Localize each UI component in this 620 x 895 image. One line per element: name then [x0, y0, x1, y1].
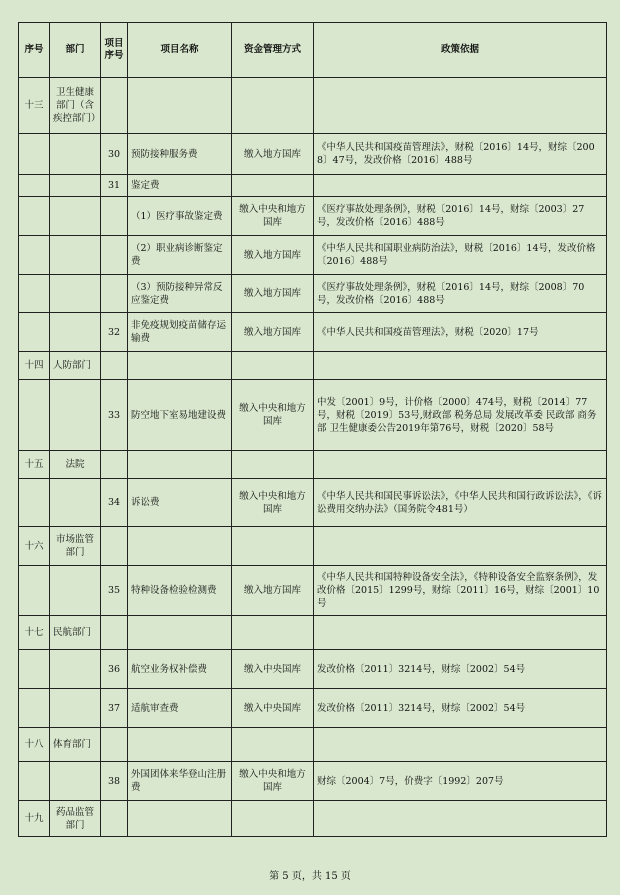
item-mgmt: 缴入地方国库: [232, 313, 314, 352]
item-policy: 《中华人民共和国职业病防治法》，财税〔2016〕14号，发改价格〔2016〕488号: [314, 236, 607, 275]
item-no: 33: [101, 380, 128, 451]
fee-policy-table: [18, 22, 607, 837]
table-row: [19, 527, 607, 566]
table-row: [19, 728, 607, 762]
table-row: [19, 134, 607, 175]
item-name: 预防接种服务费: [128, 134, 232, 175]
table-header-row: [19, 23, 607, 78]
header-fund-mgmt: 资金管理方式: [232, 23, 314, 78]
section-seq: 十三: [19, 78, 50, 134]
table-row: [19, 352, 607, 380]
item-no: 37: [101, 689, 128, 728]
item-mgmt: [232, 175, 314, 197]
item-name: 非免疫规划疫苗储存运输费: [128, 313, 232, 352]
table-row: [19, 616, 607, 650]
section-seq: 十五: [19, 451, 50, 479]
item-policy: 《中华人民共和国特种设备安全法》，《特种设备安全监察条例》，发改价格〔2015〕1299号，财综〔2011〕16号，财综〔2001〕10号: [314, 566, 607, 616]
header-item-seq: 项目序号: [101, 23, 128, 78]
section-dept: 药品监管部门: [50, 801, 101, 837]
section-dept: 卫生健康部门（含疾控部门）: [50, 78, 101, 134]
section-dept: 人防部门: [50, 352, 101, 380]
item-no: [101, 197, 128, 236]
page-footer: 第 5 页，共 15 页: [269, 871, 351, 882]
table-row: [19, 650, 607, 689]
item-name: （1）医疗事故鉴定费: [128, 197, 232, 236]
header-policy: 政策依据: [314, 23, 607, 78]
item-no: [101, 236, 128, 275]
section-dept: 市场监管部门: [50, 527, 101, 566]
section-seq: 十四: [19, 352, 50, 380]
header-item-name: 项目名称: [128, 23, 232, 78]
table-row: [19, 762, 607, 801]
section-seq: 十七: [19, 616, 50, 650]
table-row: [19, 689, 607, 728]
item-policy: 《医疗事故处理条例》，财税〔2016〕14号，财综〔2008〕70号，发改价格〔2016〕488号: [314, 275, 607, 313]
item-policy: 《中华人民共和国疫苗管理法》，财税〔2020〕17号: [314, 313, 607, 352]
section-seq: 十八: [19, 728, 50, 762]
section-dept: 法院: [50, 451, 101, 479]
item-policy: 中发〔2001〕9号，计价格〔2000〕474号，财税〔2014〕77号，财税〔2019〕53号,财政部 税务总局 发展改革委 民政部 商务部 卫生健康委公告2019年第76号，财税〔2020〕58号: [314, 380, 607, 451]
item-no: 36: [101, 650, 128, 689]
item-name: 特种设备检验检测费: [128, 566, 232, 616]
item-no: 34: [101, 479, 128, 527]
item-name: （3）预防接种异常反应鉴定费: [128, 275, 232, 313]
item-policy: 发改价格〔2011〕3214号，财综〔2002〕54号: [314, 650, 607, 689]
header-dept: 部门: [50, 23, 101, 78]
item-policy: 《医疗事故处理条例》，财税〔2016〕14号，财综〔2003〕27号，发改价格〔2016〕488号: [314, 197, 607, 236]
item-policy: [314, 175, 607, 197]
item-policy: 财综〔2004〕7号，价费字〔1992〕207号: [314, 762, 607, 801]
item-name: 适航审查费: [128, 689, 232, 728]
item-mgmt: 缴入地方国库: [232, 275, 314, 313]
section-seq: 十九: [19, 801, 50, 837]
item-policy: 《中华人民共和国民事诉讼法》，《中华人民共和国行政诉讼法》，《诉讼费用交纳办法》（国务院令481号）: [314, 479, 607, 527]
item-no: 38: [101, 762, 128, 801]
table-row: [19, 197, 607, 236]
item-name: 鉴定费: [128, 175, 232, 197]
item-no: [101, 275, 128, 313]
table-row: [19, 236, 607, 275]
header-seq: 序号: [19, 23, 50, 78]
item-no: 30: [101, 134, 128, 175]
item-name: 防空地下室易地建设费: [128, 380, 232, 451]
item-mgmt: 缴入中央和地方国库: [232, 762, 314, 801]
item-name: 外国团体来华登山注册费: [128, 762, 232, 801]
item-mgmt: 缴入中央国库: [232, 650, 314, 689]
item-name: 诉讼费: [128, 479, 232, 527]
item-mgmt: 缴入地方国库: [232, 236, 314, 275]
item-name: 航空业务权补偿费: [128, 650, 232, 689]
table-row: [19, 801, 607, 837]
item-mgmt: 缴入中央和地方国库: [232, 380, 314, 451]
item-policy: 发改价格〔2011〕3214号，财综〔2002〕54号: [314, 689, 607, 728]
item-no: 31: [101, 175, 128, 197]
item-mgmt: 缴入中央和地方国库: [232, 479, 314, 527]
item-mgmt: 缴入地方国库: [232, 566, 314, 616]
table-row: [19, 380, 607, 451]
section-dept: 体育部门: [50, 728, 101, 762]
section-seq: 十六: [19, 527, 50, 566]
item-no: 35: [101, 566, 128, 616]
table-row: [19, 78, 607, 134]
table-row: [19, 479, 607, 527]
item-mgmt: 缴入地方国库: [232, 134, 314, 175]
item-name: （2）职业病诊断鉴定费: [128, 236, 232, 275]
section-dept: 民航部门: [50, 616, 101, 650]
table-row: [19, 451, 607, 479]
item-no: 32: [101, 313, 128, 352]
item-policy: 《中华人民共和国疫苗管理法》，财税〔2016〕14号，财综〔2008〕47号，发改价格〔2016〕488号: [314, 134, 607, 175]
item-mgmt: 缴入中央国库: [232, 689, 314, 728]
table-row: [19, 275, 607, 313]
table-row: [19, 566, 607, 616]
table-row: [19, 175, 607, 197]
table-row: [19, 313, 607, 352]
item-mgmt: 缴入中央和地方国库: [232, 197, 314, 236]
